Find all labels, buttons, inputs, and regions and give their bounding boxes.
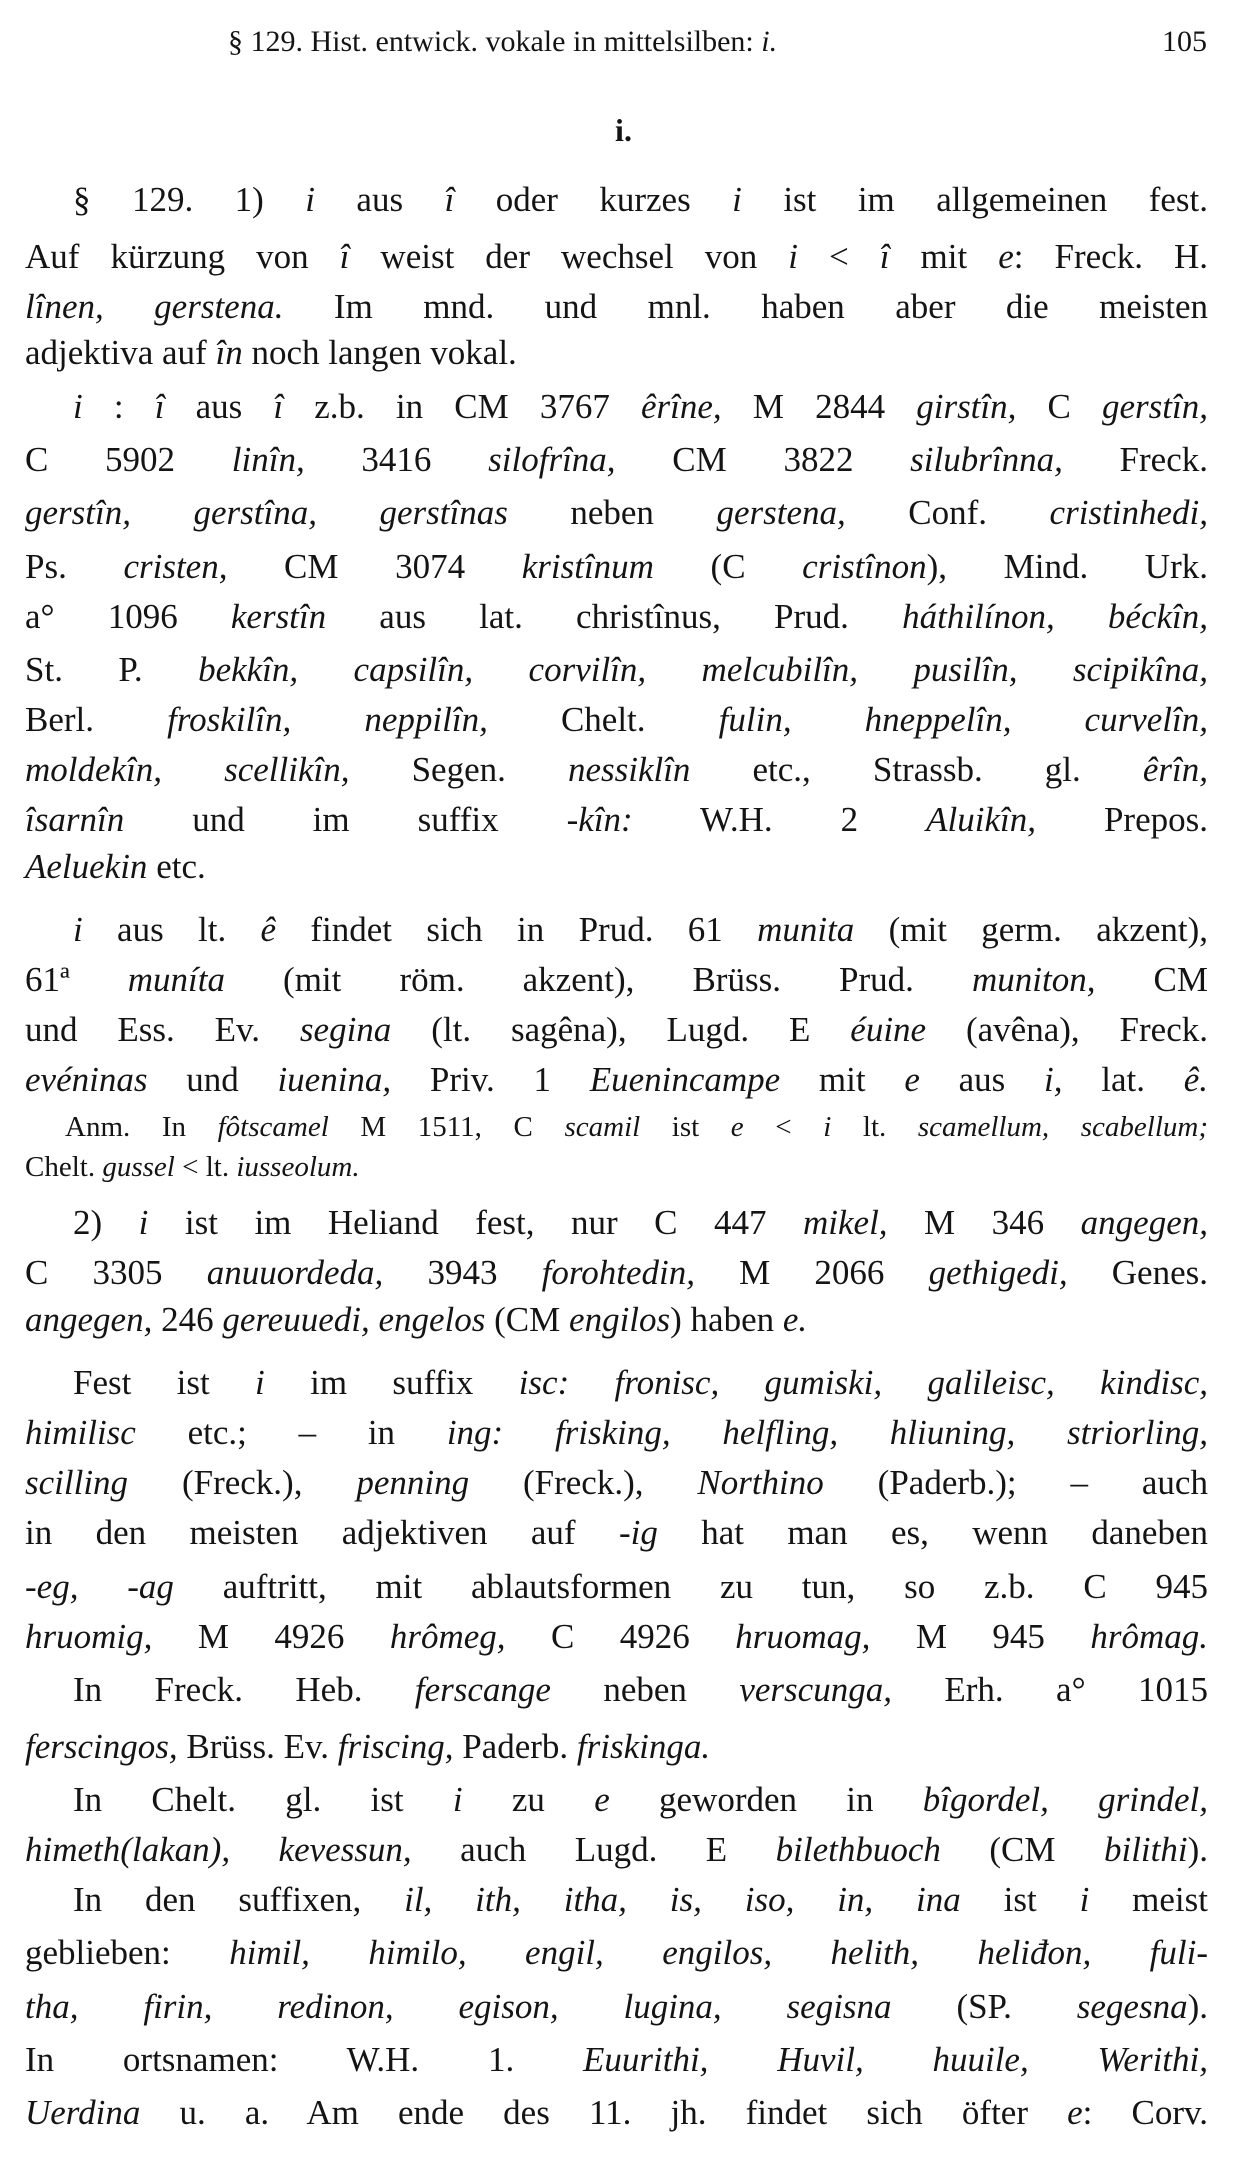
italic-word: i (1079, 1880, 1090, 1919)
italic-word: hrômeg, (389, 1617, 506, 1656)
text-run: aus lat. christînus, Prud. (326, 597, 903, 636)
text-run: hat man es, wenn daneben (657, 1513, 1209, 1552)
italic-word: scamellum, scabellum; (917, 1111, 1208, 1143)
italic-word: scamil (564, 1111, 641, 1143)
text-line (25, 795, 1208, 845)
text-run: In Chelt. gl. ist (73, 1780, 453, 1819)
italic-word: friscing, (337, 1727, 454, 1766)
italic-word: i (138, 1203, 149, 1242)
italic-word: ê (260, 910, 277, 949)
italic-word: mikel, (803, 1203, 888, 1242)
italic-word: bîgordel, grindel, (922, 1780, 1208, 1819)
text-line (25, 1722, 1208, 1772)
text-run: ist (960, 1880, 1080, 1919)
text-run: < (798, 237, 880, 276)
text-run: Fest ist (73, 1363, 256, 1402)
text-run: ist (640, 1111, 731, 1143)
page-number: 105 (1162, 25, 1207, 58)
italic-word: anuuordeda, (206, 1253, 384, 1292)
italic-word: î (154, 387, 165, 426)
italic-word: e (730, 1111, 744, 1143)
text-run: auftritt, mit ablautsformen zu tun, so z.b. C 945 (173, 1567, 1208, 1606)
text-run: 3943 (383, 1253, 542, 1292)
italic-word: i (452, 1780, 463, 1819)
italic-word: segina (299, 1010, 392, 1049)
text-run: aus lt. (82, 910, 261, 949)
italic-word: himilisc (25, 1413, 136, 1452)
text-line (25, 2035, 1208, 2085)
text-line (25, 1055, 1208, 1105)
text-line (25, 232, 1208, 282)
text-run: C 5902 (25, 440, 232, 479)
text-run: : Corv. (1082, 2093, 1209, 2132)
running-head-italic: i. (761, 25, 778, 58)
text-run: Chelt. (487, 700, 719, 739)
text-run: Conf. (845, 493, 1050, 532)
text-run: in den meisten adjektiven auf (25, 1513, 619, 1552)
text-line (25, 1005, 1208, 1055)
text-run: aus (164, 387, 274, 426)
italic-word: angegen, (1080, 1203, 1208, 1242)
italic-word: silubrînna, (910, 440, 1063, 479)
italic-word: scilling (25, 1463, 129, 1502)
text-line (25, 1875, 1208, 1925)
italic-word: Aluikîn, (926, 800, 1036, 839)
text-line (25, 1408, 1208, 1458)
text-run: etc. (147, 847, 206, 886)
text-line (25, 695, 1208, 745)
text-run: 61ª (25, 960, 128, 999)
text-run: : Freck. H. (1013, 237, 1208, 276)
italic-word: gereuuedi, engelos (222, 1300, 486, 1339)
text-run: § 129. 1) (73, 180, 306, 219)
italic-word: i (255, 1363, 265, 1402)
text-run: auch Lugd. E (411, 1830, 776, 1869)
italic-word: girstîn, (916, 387, 1017, 426)
text-run: im suffix (264, 1363, 519, 1402)
italic-word: háthilínon, béckîn, (902, 597, 1208, 636)
italic-word: êrîne, (641, 387, 722, 426)
italic-word: cristen, (123, 547, 228, 586)
italic-word: ê. (1183, 1060, 1209, 1099)
italic-word: î (879, 237, 890, 276)
text-line (25, 1358, 1208, 1408)
italic-word: gerstîn, gerstîna, gerstînas (25, 493, 508, 532)
text-line (25, 382, 1208, 432)
italic-word: il, ith, itha, is, iso, in, ina (404, 1880, 961, 1919)
italic-word: ing: frisking, helfling, hliuning, striorling, (446, 1413, 1208, 1452)
italic-word: Euurithi, Huvil, huuile, Werithi, (583, 2040, 1209, 2079)
text-run: C 3305 (25, 1253, 207, 1292)
italic-word: bilethbuoch (775, 1830, 941, 1869)
italic-word: hrômag. (1090, 1617, 1208, 1656)
italic-word: e (904, 1060, 920, 1099)
italic-word: forohtedin, (541, 1253, 695, 1292)
text-run: noch langen vokal. (242, 333, 517, 372)
text-run: M 2066 (694, 1253, 929, 1292)
italic-word: i, (1044, 1060, 1063, 1099)
italic-word: -eg, -ag (25, 1567, 174, 1606)
italic-word: -kîn: (566, 800, 633, 839)
italic-word: cristinhedi, (1049, 493, 1209, 532)
text-run: und Ess. Ev. (25, 1010, 300, 1049)
text-line (25, 2088, 1208, 2138)
text-run: etc., Strassb. gl. (690, 750, 1143, 789)
text-line (25, 435, 1208, 485)
italic-word: hruomig, (25, 1617, 153, 1656)
italic-word: cristînon (802, 547, 927, 586)
italic-word: fulin, hneppelîn, curvelîn, (718, 700, 1208, 739)
text-run: neben (507, 493, 717, 532)
italic-word: Euenincampe (589, 1060, 781, 1099)
text-run: weist der wechsel von (349, 237, 789, 276)
text-line (25, 1248, 1208, 1298)
italic-word: i (73, 910, 83, 949)
text-run: (Freck.), (469, 1463, 698, 1502)
text-run: ist im Heliand fest, nur C 447 (148, 1203, 803, 1242)
text-run: aus (919, 1060, 1045, 1099)
italic-word: kerstîn (230, 597, 327, 636)
italic-word: verscunga, (739, 1670, 892, 1709)
text-run: < (743, 1111, 824, 1143)
italic-word: -ig (618, 1513, 658, 1552)
text-run: (SP. (891, 1987, 1077, 2026)
text-run: 2) (73, 1203, 139, 1242)
text-run: (C (653, 547, 803, 586)
text-line (25, 1562, 1208, 1612)
italic-word: iuenina, (277, 1060, 392, 1099)
text-run: (CM (485, 1300, 570, 1339)
text-run: lat. (1062, 1060, 1184, 1099)
italic-word: bekkîn, capsilîn, corvilîn, melcubilîn, pusilîn, scipikîna, (198, 650, 1208, 689)
text-run: ). (1187, 1987, 1208, 2026)
italic-word: Aeluekin (25, 847, 148, 886)
text-line (25, 645, 1208, 695)
text-run: Prepos. (1035, 800, 1208, 839)
italic-word: evéninas (25, 1060, 148, 1099)
text-line (25, 1775, 1208, 1825)
italic-word: i (788, 237, 799, 276)
text-run: ) haben (670, 1300, 783, 1339)
text-run: M 346 (887, 1203, 1081, 1242)
text-run: (mit germ. akzent), (854, 910, 1208, 949)
italic-word: fôtscamel (217, 1111, 329, 1143)
text-run: Genes. (1067, 1253, 1209, 1292)
text-line (25, 1198, 1208, 1248)
italic-word: ferscange (414, 1670, 551, 1709)
text-run: ), Mind. Urk. (926, 547, 1208, 586)
italic-word: silofrîna, (488, 440, 616, 479)
italic-word: gethigedi, (928, 1253, 1068, 1292)
italic-word: moldekîn, scellikîn, (25, 750, 350, 789)
text-run: Brüss. Ev. (177, 1727, 338, 1766)
text-run: (Freck.), (128, 1463, 357, 1502)
running-head (228, 22, 777, 62)
italic-word: muníta (127, 960, 225, 999)
text-line (25, 1665, 1208, 1715)
text-line (25, 592, 1208, 642)
text-run: (avêna), Freck. (926, 1010, 1208, 1049)
italic-word: i (305, 180, 315, 219)
italic-word: kristînum (521, 547, 654, 586)
italic-word: bilithi (1103, 1830, 1188, 1869)
text-run: zu (462, 1780, 595, 1819)
text-run: 246 (152, 1300, 223, 1339)
italic-word: în (215, 333, 243, 372)
italic-word: i (73, 387, 83, 426)
text-run: (Paderb.); – auch (823, 1463, 1208, 1502)
italic-word: tha, firin, redinon, egison, lugina, segisna (25, 1987, 892, 2026)
text-run: Ps. (25, 547, 124, 586)
italic-word: linîn, (231, 440, 305, 479)
text-line (25, 1295, 1208, 1345)
text-run: Auf kürzung von (25, 237, 340, 276)
italic-word: e (1067, 2093, 1083, 2132)
text-run: C 4926 (505, 1617, 736, 1656)
text-line (25, 1825, 1208, 1875)
section-heading: i. (615, 112, 632, 148)
text-run: St. P. (25, 650, 199, 689)
text-run: Anm. In (65, 1111, 218, 1143)
text-run: oder kurzes (454, 180, 733, 219)
text-run: und (147, 1060, 278, 1099)
text-run: aus (314, 180, 445, 219)
text-run: mit (780, 1060, 905, 1099)
italic-word: î (444, 180, 455, 219)
text-run: z.b. in CM 3767 (283, 387, 642, 426)
text-run: ist im allgemeinen fest. (741, 180, 1208, 219)
italic-word: segesna (1076, 1987, 1188, 2026)
italic-word: friskinga. (576, 1727, 711, 1766)
text-line (25, 842, 1208, 892)
text-run: Freck. (1062, 440, 1208, 479)
text-run: a° 1096 (25, 597, 231, 636)
text-run: : (82, 387, 155, 426)
text-run: neben (550, 1670, 740, 1709)
italic-word: munita (757, 910, 855, 949)
text-run: < lt. (174, 1151, 237, 1183)
footnote-line (25, 1142, 1208, 1192)
italic-word: Uerdina (25, 2093, 141, 2132)
text-run: CM 3822 (615, 440, 911, 479)
italic-word: himil, himilo, engil, engilos, helith, heliđon, fuli- (229, 1933, 1208, 1972)
italic-word: ferscingos, (25, 1727, 178, 1766)
italic-word: penning (356, 1463, 470, 1502)
italic-word: hruomag, (735, 1617, 871, 1656)
text-run: CM 3074 (227, 547, 522, 586)
running-head-text: § 129. Hist. entwick. vokale in mittelsilben: (228, 25, 762, 58)
text-line (25, 1458, 1208, 1508)
italic-word: Northino (697, 1463, 824, 1502)
italic-word: nessiklîn (567, 750, 691, 789)
text-run: und im suffix (124, 800, 567, 839)
text-run: M 945 (870, 1617, 1091, 1656)
italic-word: iusseolum. (236, 1151, 360, 1183)
text-run: ). (1187, 1830, 1209, 1869)
text-run: W.H. 2 (632, 800, 927, 839)
text-run: In Freck. Heb. (73, 1670, 415, 1709)
text-line (25, 542, 1208, 592)
text-run: u. a. Am ende des 11. jh. findet sich öfter (140, 2093, 1068, 2132)
italic-word: e. (782, 1300, 808, 1339)
text-line (25, 955, 1208, 1005)
italic-word: îsarnîn (25, 800, 125, 839)
text-line (25, 282, 1208, 332)
text-run: Berl. (25, 700, 168, 739)
text-run: M 2844 (721, 387, 917, 426)
text-run: CM (1095, 960, 1208, 999)
text-run: Im mnd. und mnl. haben aber die meisten (283, 287, 1208, 326)
italic-word: gerstîn, (1102, 387, 1208, 426)
italic-word: i (732, 180, 742, 219)
italic-word: î (273, 387, 284, 426)
text-line (25, 905, 1208, 955)
text-run: M 4926 (152, 1617, 390, 1656)
text-line (25, 175, 1208, 225)
text-run: In den suffixen, (73, 1880, 405, 1919)
italic-word: î (339, 237, 350, 276)
text-run: M 1511, C (328, 1111, 565, 1143)
text-run: meist (1089, 1880, 1209, 1919)
italic-word: gussel (102, 1151, 175, 1183)
text-run: mit (889, 237, 999, 276)
italic-word: éuine (850, 1010, 927, 1049)
text-run: geworden in (609, 1780, 923, 1819)
text-line (25, 1508, 1208, 1558)
text-run: geblieben: (25, 1933, 230, 1972)
text-run: Segen. (349, 750, 568, 789)
italic-word: gerstena, (716, 493, 846, 532)
text-run: findet sich in Prud. 61 (276, 910, 758, 949)
italic-word: lînen, gerstena. (25, 287, 284, 326)
text-line (25, 328, 1208, 378)
text-run: C (1016, 387, 1103, 426)
italic-word: êrîn, (1142, 750, 1208, 789)
text-run: etc.; – in (135, 1413, 447, 1452)
text-run: (CM (940, 1830, 1104, 1869)
text-run: adjektiva auf (25, 333, 216, 372)
text-line (25, 745, 1208, 795)
text-run: (lt. sagêna), Lugd. E (391, 1010, 851, 1049)
text-line (25, 1928, 1208, 1978)
text-run: lt. (831, 1111, 918, 1143)
text-line (25, 1612, 1208, 1662)
italic-word: e (594, 1780, 610, 1819)
italic-word: froskilîn, neppilîn, (167, 700, 488, 739)
italic-word: angegen, (25, 1300, 153, 1339)
text-run: (mit röm. akzent), Brüss. Prud. (224, 960, 972, 999)
italic-word: muniton, (971, 960, 1096, 999)
text-run: 3416 (304, 440, 489, 479)
text-run: Erh. a° 1015 (891, 1670, 1208, 1709)
text-run: Priv. 1 (391, 1060, 590, 1099)
text-run: Chelt. (25, 1151, 103, 1183)
text-line (25, 488, 1208, 538)
italic-word: isc: fronisc, gumiski, galileisc, kindisc, (518, 1363, 1208, 1402)
italic-word: e (998, 237, 1014, 276)
italic-word: i (823, 1111, 832, 1143)
text-line (25, 1982, 1208, 2032)
text-run: In ortsnamen: W.H. 1. (25, 2040, 583, 2079)
italic-word: himeth(lakan), kevessun, (25, 1830, 412, 1869)
text-run: Paderb. (453, 1727, 577, 1766)
italic-word: engilos (569, 1300, 671, 1339)
